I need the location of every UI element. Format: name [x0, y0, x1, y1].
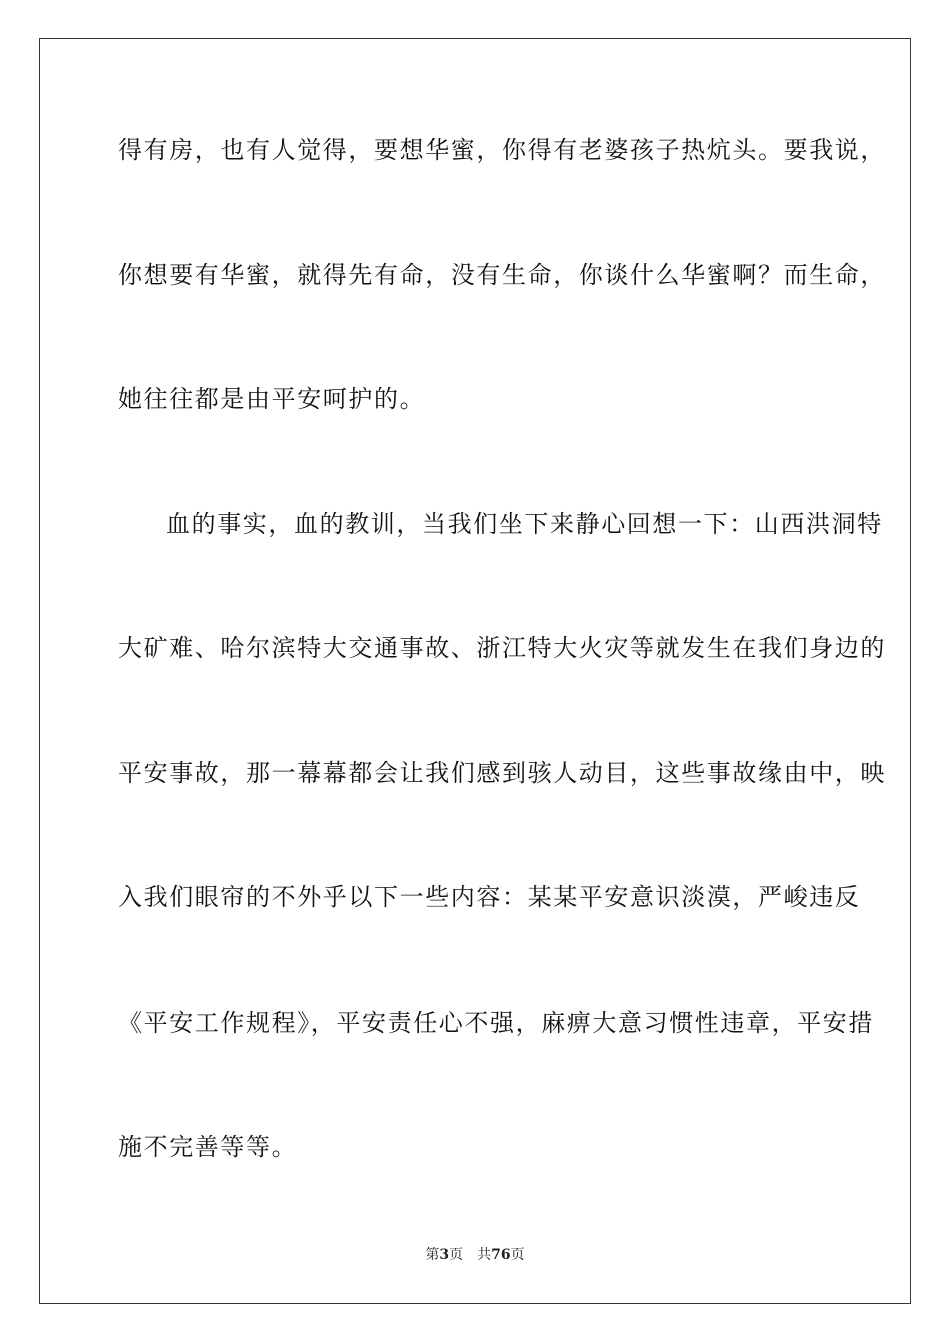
body-text-line: 大矿难、哈尔滨特大交通事故、浙江特大火灾等就发生在我们身边的	[118, 634, 886, 662]
page-footer	[0, 1246, 950, 1264]
total-pages: 76	[491, 1247, 511, 1263]
page-border	[39, 38, 911, 1304]
body-text-line: 你想要有华蜜，就得先有命，没有生命，你谈什么华蜜啊？而生命，	[118, 261, 886, 289]
body-text-line: 她往往都是由平安呵护的。	[118, 385, 426, 413]
page-prefix: 第	[425, 1247, 440, 1263]
total-prefix: 共	[477, 1247, 492, 1263]
body-text-line: 入我们眼帘的不外乎以下一些内容：某某平安意识淡漠，严峻违反	[118, 883, 861, 911]
paragraph-first-line: 血的事实，血的教训，当我们坐下来静心回想一下：山西洪洞特	[166, 510, 883, 538]
body-text-line: 平安事故，那一幕幕都会让我们感到骇人动目，这些事故缘由中，映	[118, 759, 886, 787]
total-suffix: 页	[510, 1247, 525, 1263]
body-text-line: 施不完善等等。	[118, 1133, 298, 1161]
body-text-line: 得有房，也有人觉得，要想华蜜，你得有老婆孩子热炕头。要我说，	[118, 136, 886, 164]
page-number: 3	[439, 1247, 450, 1263]
page-suffix: 页	[449, 1247, 464, 1263]
body-text-line: 《平安工作规程》，平安责任心不强，麻痹大意习惯性违章，平安措	[118, 1009, 874, 1037]
